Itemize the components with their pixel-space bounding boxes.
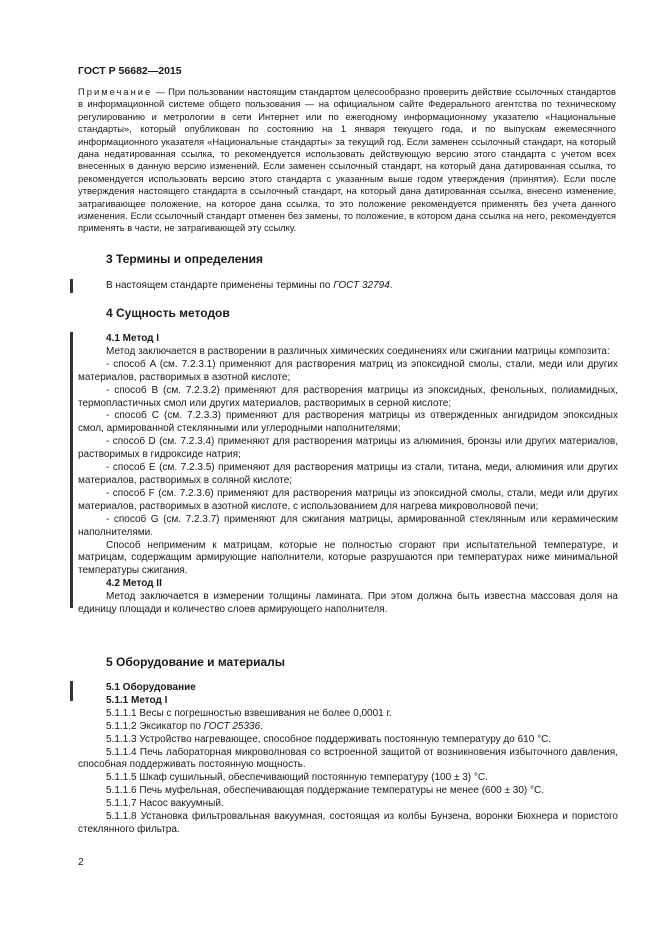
section-4-body [78,333,618,617]
item-5-1-1-7: 5.1.1.7 Насос вакуумный. [106,798,224,810]
item-5-1-1-5: 5.1.1.5 Шкаф сушильный, обеспечивающий постоянную температуру (100 ± 3) °С. [106,772,488,784]
method-2-title: 4.2 Метод II [106,578,162,590]
item-5-1-1-6: 5.1.1.6 Печь муфельная, обеспечивающая поддержание температуры не менее (600 ± 30) °С. [106,785,544,797]
item-5-1-1-8: 5.1.1.8 Установка фильтровальная вакуумная, состоящая из колбы Бунзена, воронки Бюхнера и пористого стеклянного фильтра. [78,811,618,835]
variant-b: - способ B (см. 7.2.3.2) применяют для растворения матрицы из эпоксидных, фенольных, полиамидных, термопластичных смол или других материалов, растворимых в серной кислоте; [78,384,618,409]
variant-a: - способ A (см. 7.2.3.1) применяют для растворения матриц из эпоксидной смолы, стали, меди или других материалов, растворимых в азотной кислоте; [78,358,618,383]
document-header: ГОСТ Р 56682—2015 [78,65,182,77]
method-1-intro: Метод заключается в растворении в различных химических соединениях или сжигании матрицы композита: [106,345,610,357]
section-4-heading: 4 Сущность методов [106,306,230,320]
method-2-text: Метод заключается в измерении толщины ламината. При этом должна быть известна массовая доля на единицу площади и количество слоев армирующего наполнителя. [78,591,618,616]
variant-g: - способ G (см. 7.2.3.7) применяют для сжигания матрицы, армированной стеклянным или керамическим наполнителями. [78,513,618,538]
change-bar [70,681,73,701]
page-number: 2 [78,857,84,868]
item-5-1-1-3: 5.1.1.3 Устройство нагревающее, способное поддерживать постоянную температуру до 610 °С. [106,733,552,745]
item-5-1-1-4: 5.1.1.4 Печь лабораторная микроволновая со встроенной защитой от возникновения избыточного давления, способная поддерживать постоянную мощность. [78,746,618,771]
variant-c: - способ C (см. 7.2.3.3) применяют для растворения матрицы из отвержденных ангидридом эпоксидных смол, армированной стеклянными или углеродными наполнителями; [78,410,618,435]
item-5-1-1-1: 5.1.1.1 Весы с погрешностью взвешивания не более 0,0001 г. [106,707,392,719]
note-label: Примечание [78,86,153,97]
change-bar [70,332,73,608]
method-1-equipment-subheading: 5.1.1 Метод I [106,694,168,706]
variant-e: - способ E (см. 7.2.3.5) применяют для растворения матрицы из стали, титана, меди, алюминия или других материалов, растворимых в соляной кислоте; [78,462,618,486]
s3-text-post: . [389,280,393,291]
section-5-heading: 5 Оборудование и материалы [106,655,286,669]
i2-pre: 5.1.1.2 Эксикатор по [106,720,204,732]
section-3-text [106,280,618,293]
item-5-1-1-2 [78,721,618,734]
change-bar [70,279,73,293]
variant-d: - способ D (см. 7.2.3.4) применяют для растворения матрицы из алюминия, бронзы или других материалов, растворимых в гидроксиде натрия; [78,436,618,461]
variant-f: - способ F (см. 7.2.3.6) применяют для растворения матрицы из эпоксидной смолы, стали, меди или других материалов, растворимых в азотной кислоте, с использованием для нагрева микроволновой печи; [78,487,618,512]
not-applicable-text: Способ неприменим к матрицам, которые не полностью сгорают при испытательной температуре, и матрицам, содержащим армирующие наполнители, которые разрушаются при температурах ниже минимальной температуры сжигания. [78,539,618,577]
note-text: — При пользовании настоящим стандартом целесообразно проверить действие ссылочных стандартов в информационной системе общего пользования — на официальном сайте Федерального агентства по техническому регулированию и метрологии в сети Интернет или по ежегодному информационному указателю «Национальные стандарты», который опубликован по состоянию на 1 января текущего года, и по выпускам ежемесячного информационного указателя «Национальные стандарты» за текущий год. Если заменен ссылочный стандарт, на который дана недатированная ссылка, то рекомендуется использовать действующую версию этого стандарта с учетом всех внесенных в данную версию изменений. Если заменен ссылочный стандарт, на который дана датированная ссылка, то рекомендуется использовать версию этого стандарта с указанным выше годом утверждения (принятия). Если после утверждения настоящего стандарта в ссылочный стандарт, на который дана датированная ссылка, внесено изменение, затрагивающее положение, на которое дана ссылка, то это положение рекомендуется применять без учета данного изменения. Если ссылочный стандарт отменен без замены, то положение, в котором дана ссылка на него, рекомендуется применять в части, не затрагивающей эту ссылку. [78,86,616,234]
section-3-heading: 3 Термины и определения [106,252,264,266]
section-5-body [78,682,618,837]
s3-text-pre: В настоящем стандарте применены термины по [106,280,334,291]
i2-post: . [260,720,263,732]
method-1-title: 4.1 Метод I [106,333,160,344]
note-paragraph [78,86,616,235]
gost-reference: ГОСТ 32794 [333,280,390,291]
gost-reference: ГОСТ 25336 [203,720,261,732]
equipment-subheading: 5.1 Оборудование [106,682,196,693]
